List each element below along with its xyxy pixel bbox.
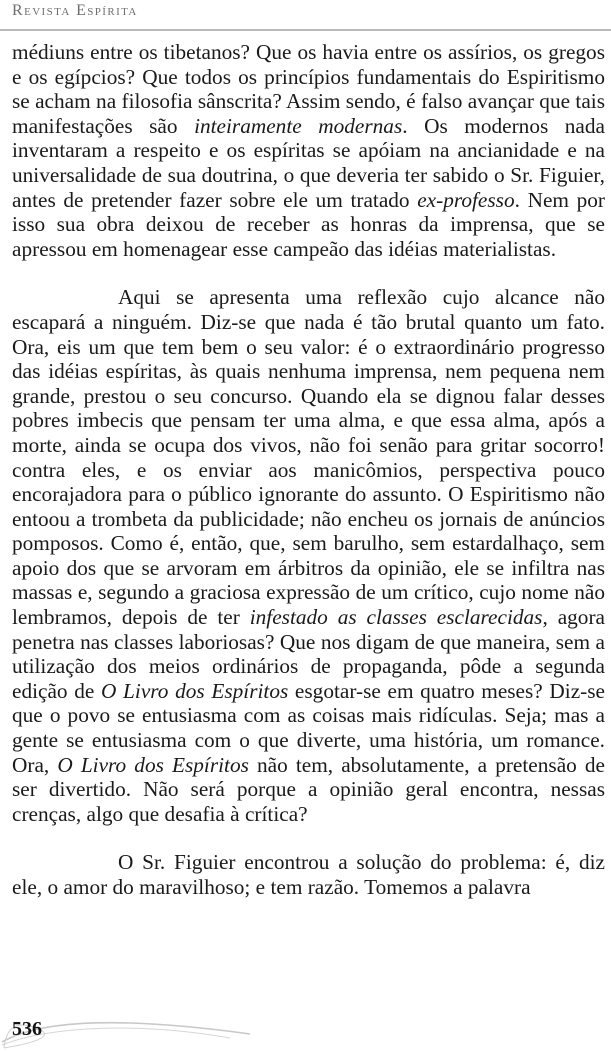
italic-run: O Livro dos Espíritos [101, 678, 289, 703]
text-run: , agora penetra nas classes laboriosas? Que nos digam de que maneira, sem a utilização dos meios ordinários de propaganda, pôde a segunda edição de [12, 605, 605, 703]
running-title: Revista Espírita [12, 2, 138, 19]
body-text [12, 40, 605, 900]
text-run: O Sr. Figuier encontrou a solução do problema: é, diz ele, o amor do maravilhoso; e tem razão. Tomemos a palavra [12, 850, 605, 899]
page-number: 536 [12, 1018, 42, 1040]
paragraph-1 [12, 40, 605, 261]
italic-run: inteiramente modernas [194, 113, 403, 138]
text-run: . Os modernos nada inventaram a respeito e os espíritas se apóiam na ancianidade e na universalidade de sua doutrina, o que deveria ter sabido o Sr. Figuier, antes de pretender fazer sobre ele um tratado [12, 113, 605, 212]
paragraph-2 [12, 285, 605, 826]
italic-run: infestado as classes esclarecidas [249, 605, 543, 630]
paragraph-3 [12, 850, 605, 899]
text-run: . Nem por isso sua obra deixou de receber as honras da imprensa, que se apressou em homenagear esse campeão das idéias materialistas. [12, 187, 605, 261]
header-rule [0, 29, 611, 31]
italic-run: O Livro dos Espíritos [57, 752, 249, 777]
text-run: Aqui se apresenta uma reflexão cujo alcance não escapará a ninguém. Diz-se que nada é tão brutal quanto um fato. Ora, eis um que tem bem o seu valor: é o extraordinário progresso das idéias espíritas, às quais nenhuma imprensa, nem pequena nem grande, prestou o seu concurso. Quando ela se dignou falar desses pobres imbecis que pensam ter uma alma, e que essa alma, após a morte, ainda se ocupa dos vivos, não foi senão para gritar socorro! contra eles, e os enviar aos manicômios, perspectiva pouco encorajadora para o público ignorante do assunto. O Espiritismo não entoou a trombeta da publicidade; não encheu os jornais de anúncios pomposos. Como é, então, que, sem barulho, sem estardalhaço, sem apoio dos que se arvoram em árbitros da opinião, ele se infiltra nas massas e, segundo a graciosa expressão de um crítico, cujo nome não lembramos, depois de ter [12, 285, 605, 630]
text-run: médiuns entre os tibetanos? Que os havia entre os assírios, os gregos e os egípcios? Que todos os princípios fundamentais do Espiritismo se acham na filosofia sânscrita? Assim sendo, é falso avançar que tais manifestações são [12, 40, 605, 138]
text-run: não tem, absolutamente, a pretensão de ser divertido. Não será porque a opinião geral encontra, nessas crenças, algo que desafia à crítica? [12, 752, 605, 826]
text-run: esgotar-se em quatro meses? Diz-se que o povo se entusiasma com as coisas mais ridículas. Seja; mas a gente se entusiasma com o que diverte, uma história, um romance. Ora, [12, 678, 606, 777]
italic-run: ex-professo [417, 187, 515, 212]
